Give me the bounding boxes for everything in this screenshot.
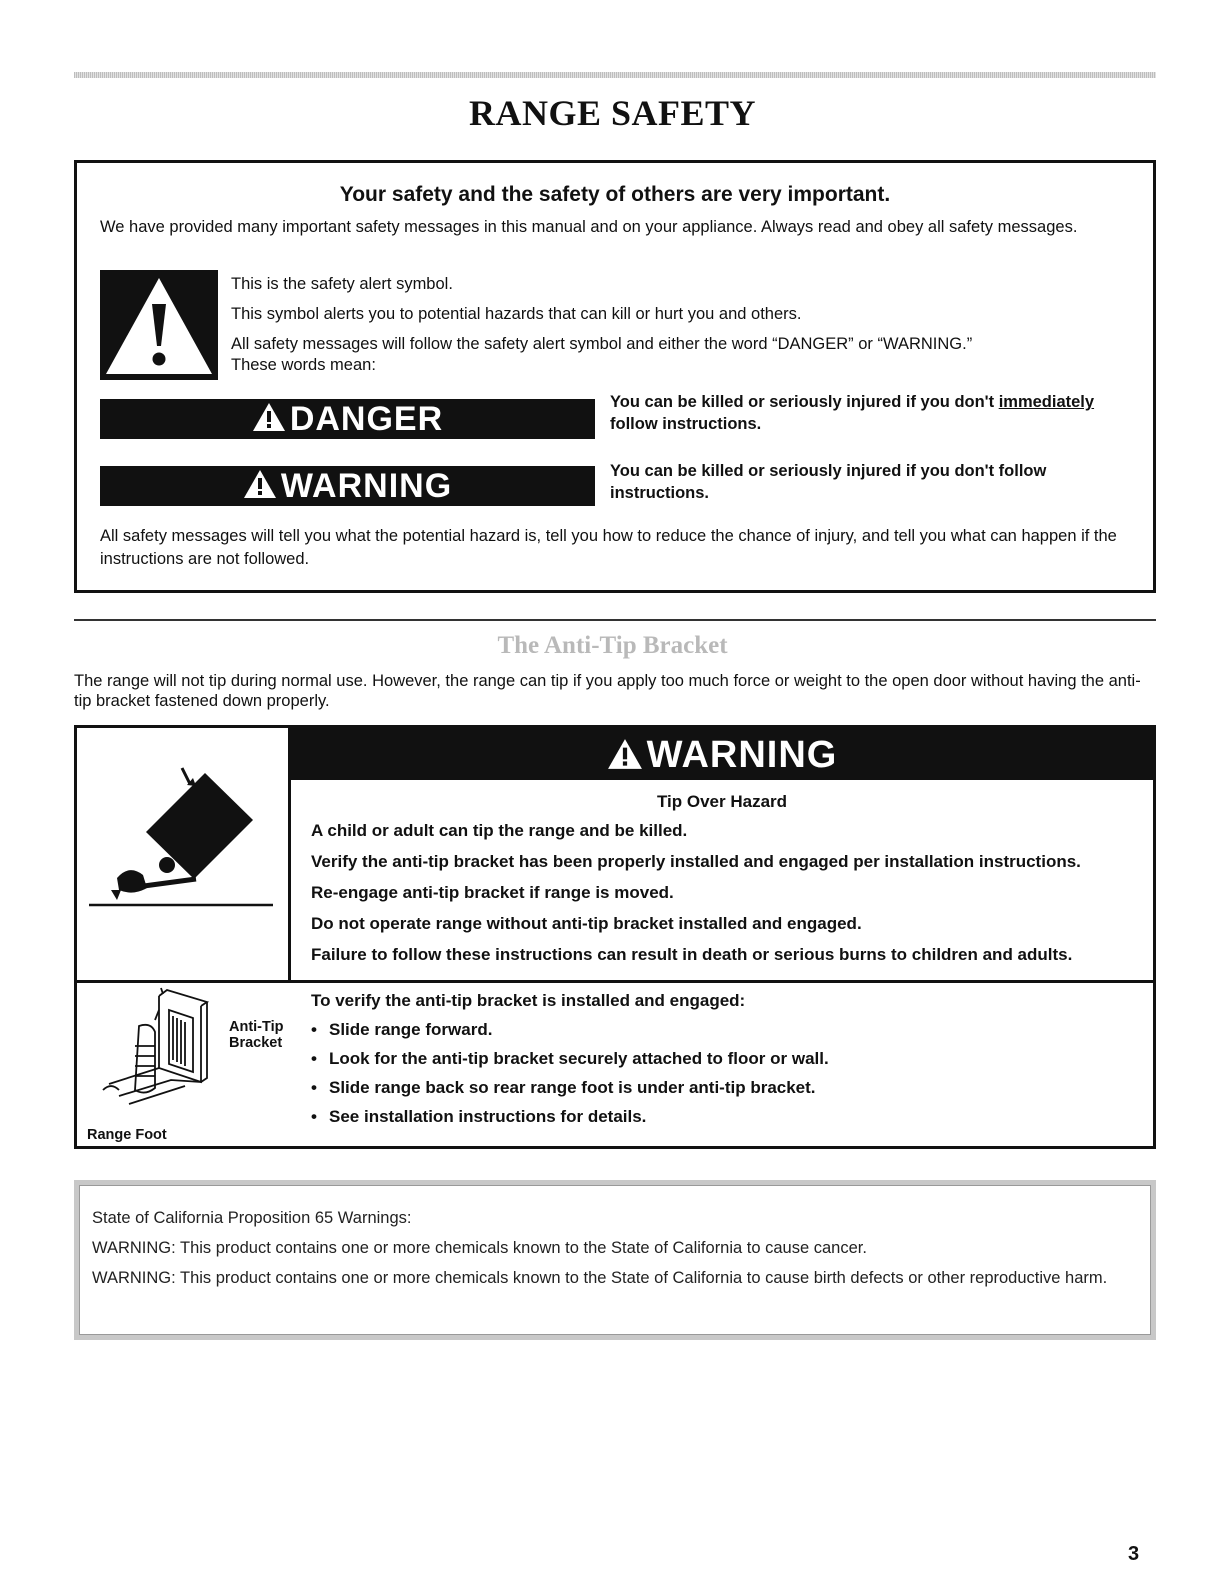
danger-desc-text: You can be killed or seriously injured if you don't	[610, 393, 999, 411]
danger-desc-text: follow instructions.	[610, 415, 762, 433]
verify-step: • Look for the anti-tip bracket securely attached to floor or wall.	[311, 1049, 1151, 1078]
prop65-heading: State of California Proposition 65 Warnings:	[92, 1209, 412, 1227]
danger-label: DANGER	[289, 400, 444, 438]
danger-description	[610, 391, 1135, 435]
prop65-warning-box	[74, 1180, 1156, 1340]
hazard-line: Re-engage anti-tip bracket if range is moved.	[311, 883, 674, 902]
warning-desc-text: instructions.	[610, 484, 710, 502]
safety-outro: All safety messages will tell you what the potential hazard is, tell you how to reduce the chance of injury, and tell you what can happen if the instructions are not followed.	[100, 527, 1117, 568]
alert-line: This is the safety alert symbol.	[231, 275, 453, 293]
hazard-line: Verify the anti-tip bracket has been properly installed and engaged per installation instructions.	[311, 852, 1081, 871]
safety-info-box	[74, 160, 1156, 593]
alert-line: All safety messages will follow the safety alert symbol and either the word “DANGER” or “WARNING.”	[231, 335, 973, 353]
safety-alert-symbol-icon	[100, 270, 218, 380]
verify-title: To verify the anti-tip bracket is installed and engaged:	[311, 991, 746, 1010]
alert-symbol-explanation	[231, 274, 1111, 385]
verify-steps	[311, 1020, 1151, 1136]
tip-over-warning-header	[291, 728, 1153, 780]
safety-heading: Your safety and the safety of others are very important.	[339, 183, 891, 206]
warning-signal-bar	[100, 466, 595, 506]
danger-signal-bar	[100, 399, 595, 439]
prop65-warning: WARNING: This product contains one or more chemicals known to the State of California to cause cancer.	[92, 1239, 867, 1257]
top-rule	[74, 72, 1156, 78]
section-divider	[74, 619, 1156, 621]
tipping-range-icon	[77, 728, 291, 980]
alert-line: This symbol alerts you to potential hazards that can kill or hurt you and others.	[231, 305, 802, 323]
section-title: The Anti-Tip Bracket	[497, 632, 728, 659]
range-foot-label: Range Foot	[87, 1127, 167, 1143]
tip-over-warning-label: WARNING	[646, 734, 838, 776]
warning-label: WARNING	[280, 467, 453, 505]
hazard-title: Tip Over Hazard	[656, 792, 788, 811]
danger-desc-emphasis: immediately	[998, 393, 1095, 411]
verify-step: • Slide range back so rear range foot is under anti-tip bracket.	[311, 1078, 1151, 1107]
anti-tip-bracket-label	[229, 1019, 284, 1051]
tip-over-illustration	[77, 728, 291, 980]
hazard-line: Failure to follow these instructions can result in death or serious burns to children and adults.	[311, 945, 1073, 964]
bracket-label-line: Anti-Tip	[229, 1019, 284, 1035]
section-intro: The range will not tip during normal use. However, the range can tip if you apply too much force or weight to the open door without having the anti-tip bracket fastened down properly.	[74, 672, 1141, 710]
hazard-line: A child or adult can tip the range and be killed.	[311, 821, 688, 840]
page-title: RANGE SAFETY	[468, 93, 757, 133]
warning-description	[610, 460, 1135, 504]
warning-box-divider	[77, 980, 1153, 983]
safety-intro: We have provided many important safety messages in this manual and on your appliance. Always read and obey all safety messages.	[100, 218, 1078, 236]
warning-alert-icon	[607, 731, 643, 785]
hazard-line: Do not operate range without anti-tip bracket installed and engaged.	[311, 914, 862, 933]
alert-line: These words mean:	[231, 356, 376, 374]
hazard-lines	[311, 821, 1151, 976]
tip-over-warning-box	[74, 725, 1156, 1149]
verify-step: • Slide range forward.	[311, 1020, 1151, 1049]
bracket-label-line: Bracket	[229, 1035, 283, 1051]
danger-alert-icon	[252, 401, 286, 442]
verify-step: • See installation instructions for details.	[311, 1107, 1151, 1136]
prop65-warning: WARNING: This product contains one or more chemicals known to the State of California to cause birth defects or other reproductive harm.	[92, 1269, 1108, 1287]
warning-alert-icon	[243, 468, 277, 509]
anti-tip-bracket-icon	[89, 986, 219, 1111]
warning-desc-text: You can be killed or seriously injured if you don't follow	[610, 462, 1047, 480]
prop65-content	[92, 1208, 1132, 1298]
page-number: 3	[1128, 1543, 1140, 1565]
